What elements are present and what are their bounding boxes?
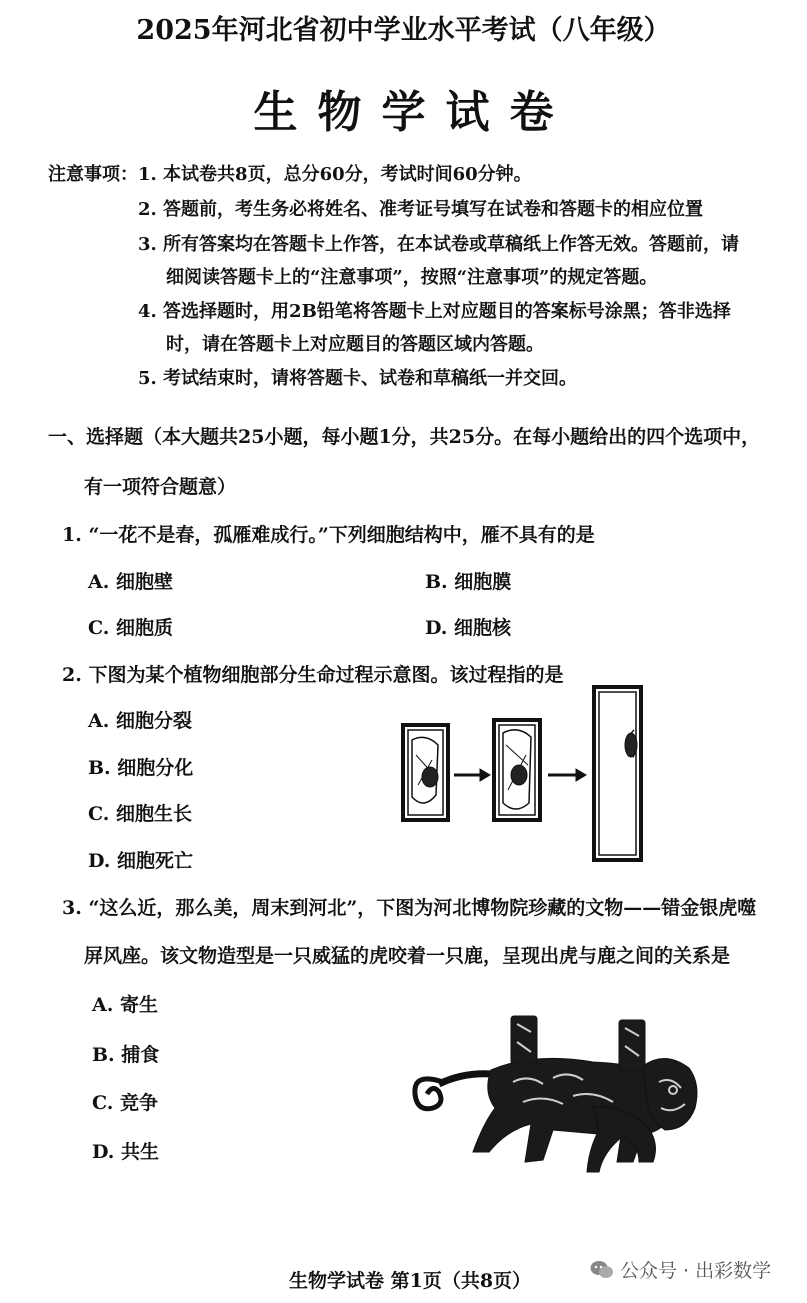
cell-growth-diagram [398, 685, 648, 865]
question-1-option-d: D. 细胞核 [425, 617, 512, 639]
question-3-option-a: A. 寄生 [92, 994, 158, 1016]
cell-2 [494, 720, 540, 820]
arrow-icon [454, 769, 490, 781]
note-item: 细阅读答题卡上的“注意事项”，按照“注意事项”的规定答题。 [166, 267, 658, 288]
section-subtitle: 有一项符合题意） [84, 476, 237, 498]
question-3-option-b: B. 捕食 [92, 1044, 160, 1066]
watermark [590, 1256, 771, 1283]
question-2-option-b: B. 细胞分化 [88, 757, 194, 779]
note-item: 1. 本试卷共8页，总分60分，考试时间60分钟。 [138, 164, 532, 185]
question-1-option-a: A. 细胞壁 [88, 571, 173, 593]
note-item: 3. 所有答案均在答题卡上作答，在本试卷或草稿纸上作答无效。答题前，请 [138, 234, 740, 255]
note-item: 时，请在答题卡上对应题目的答题区域内答题。 [166, 334, 544, 355]
question-2-option-c: C. 细胞生长 [88, 803, 193, 825]
section-title: 一、选择题（本大题共25小题，每小题1分，共25分。在每小题给出的四个选项中， [48, 426, 761, 448]
cell-1 [403, 725, 448, 820]
question-3-stem: 3. “这么近，那么美，周末到河北”，下图为河北博物院珍藏的文物——错金银虎噬 [62, 897, 757, 919]
page-footer: 生物学试卷 第1页（共8页） [289, 1270, 532, 1292]
question-1-stem: 1. “一花不是春，孤雁难成行。”下列细胞结构中，雁不具有的是 [62, 524, 595, 546]
question-2-option-a: A. 细胞分裂 [88, 710, 192, 732]
wechat-icon [590, 1259, 614, 1281]
notes-label: 注意事项： [48, 164, 138, 185]
note-item: 2. 答题前，考生务必将姓名、准考证号填写在试卷和答题卡的相应位置 [138, 199, 704, 220]
question-1-option-b: B. 细胞膜 [425, 571, 512, 593]
exam-title: 2025年河北省初中学业水平考试（八年级） [136, 15, 671, 46]
question-3-option-c: C. 竞争 [92, 1092, 159, 1114]
cell-3 [594, 687, 641, 860]
tiger-deer-artifact-image [403, 1012, 703, 1184]
subject-title: 生物学试卷 [253, 87, 574, 138]
question-2-option-d: D. 细胞死亡 [88, 850, 194, 872]
arrow-icon [548, 769, 586, 781]
question-1-option-c: C. 细胞质 [88, 617, 174, 639]
watermark-text: 公众号 · 出彩数学 [620, 1260, 772, 1282]
question-2-stem: 2. 下图为某个植物细胞部分生命过程示意图。该过程指的是 [62, 664, 564, 686]
note-item: 5. 考试结束时，请将答题卡、试卷和草稿纸一并交回。 [138, 368, 578, 389]
question-3-option-d: D. 共生 [92, 1141, 160, 1163]
note-item: 4. 答选择题时，用2B铅笔将答题卡上对应题目的答案标号涂黑；答非选择 [138, 301, 731, 322]
question-3-stem-line-2: 屏风座。该文物造型是一只威猛的虎咬着一只鹿，呈现出虎与鹿之间的关系是 [84, 945, 731, 967]
